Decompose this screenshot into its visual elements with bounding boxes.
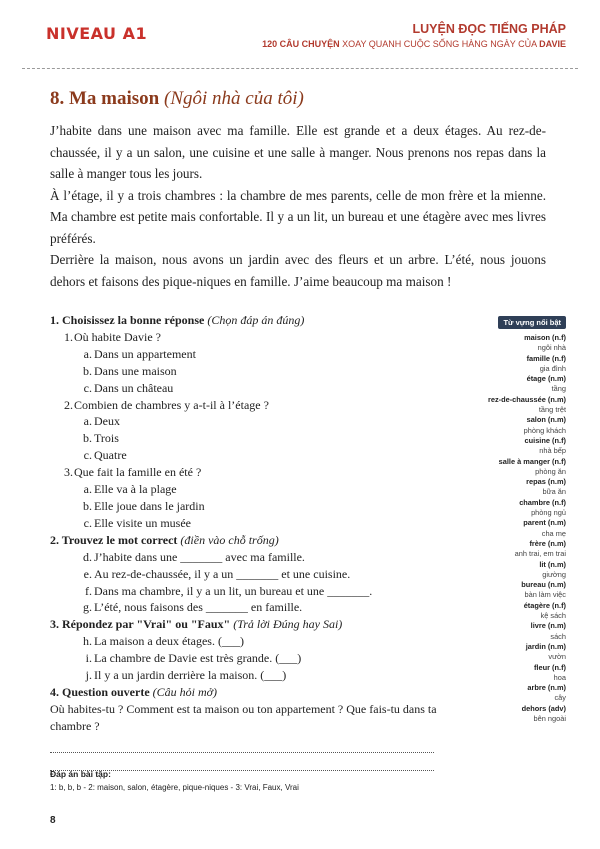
item-letter: h. [83,634,92,649]
answer-option [50,481,462,498]
fill-blank-item [50,549,462,566]
vocab-meaning: vườn [548,652,566,662]
level-label: NIVEAU A1 [46,24,148,43]
vocab-word: bureau (n.m) [521,580,566,590]
option-text: Dans un appartement [94,346,196,361]
answer-line [50,739,434,753]
item-text: Au rez-de-chaussée, il y a un _______ et une cuisine. [94,566,351,581]
vocab-word: frère (n.m) [529,538,566,548]
vocab-word: étagère (n.f) [523,600,566,610]
item-text: La maison a deux étages. (___) [94,634,244,649]
answer-option [50,346,462,363]
option-text: Elle va à la plage [94,482,177,497]
vocab-meaning: bên ngoài [533,713,566,723]
vocab-word: cuisine (n.f) [524,435,566,445]
answer-option [50,413,462,430]
vocab-word: fleur (n.f) [533,662,566,672]
true-false-item [50,650,462,667]
vocab-word: arbre (n.m) [527,683,566,693]
vocab-meaning: cha mẹ [541,528,566,538]
exercise-4-title: 4. Question ouverte [50,684,150,699]
answer-option [50,515,462,532]
question-text: Que fait la famille en été ? [74,465,202,480]
vocab-meaning: sách [550,631,566,641]
series-subtitle [262,39,566,49]
exercise-4-heading [50,684,462,701]
vocab-word: salon (n.m) [526,415,566,425]
exercise-2-hint: (điền vào chỗ trống) [180,532,279,547]
item-text: J’habite dans une _______ avec ma famille. [94,549,305,564]
answer-key [50,768,299,794]
option-text: Elle joue dans le jardin [94,498,205,513]
question [50,464,462,481]
option-letter: a. [83,482,92,497]
exercise-1-hint: (Chọn đáp án đúng) [207,313,305,327]
option-letter: b. [83,363,92,378]
option-text: Elle visite un musée [94,515,191,530]
question [50,397,462,414]
vocab-word: lit (n.m) [539,559,566,569]
item-text: La chambre de Davie est très grande. (___) [94,651,302,666]
vocab-meaning: cây [554,693,566,703]
item-text: Il y a un jardin derrière la maison. (___) [94,668,287,683]
header-divider [22,68,578,69]
item-letter: d. [83,549,92,564]
item-letter: e. [83,566,92,581]
vocab-meaning: gia đình [539,363,566,373]
exercise-3-hint: (Trả lời Đúng hay Sai) [233,617,343,632]
option-text: Dans une maison [94,363,177,378]
exercise-2-heading [50,532,462,549]
vocab-meaning: anh trai, em trai [514,549,566,559]
vocab-meaning: bàn làm việc [524,590,566,600]
answer-option [50,498,462,515]
option-letter: b. [83,498,92,513]
vocab-word: livre (n.m) [530,621,566,631]
exercise-1-heading [50,312,462,329]
exercises [50,312,462,771]
story-paragraph: À l’étage, il y a trois chambres : la chambre de mes parents, celle de mon frère et la mienne. Ma chambre est petite mais confortable. Il y a un lit, un bureau et une étagère avec mes livres préférés. [50,187,546,246]
option-letter: c. [83,515,92,530]
exercise-2-title: 2. Trouvez le mot correct [50,532,178,547]
vocab-word: maison (n.f) [524,333,566,342]
question-text: Combien de chambres y a-t-il à l’étage ? [74,397,269,412]
vocabulary-title: Từ vựng nổi bật [498,316,566,329]
answer-key-text: 1: b, b, b - 2: maison, salon, étagère, pique-niques - 3: Vrai, Faux, Vrai [50,783,299,792]
series-sub-part-c: DAVIE [539,39,566,49]
question-number: 3. [64,465,73,480]
exercise-3-heading [50,616,462,633]
option-text: Deux [94,414,120,429]
answer-option [50,363,462,380]
vocabulary-list [476,333,566,724]
vocab-meaning: hoa [553,672,566,682]
vocab-word: repas (n.m) [526,477,566,487]
exercise-3-title: 3. Répondez par "Vrai" ou "Faux" [50,617,231,632]
answer-option [50,447,462,464]
series-title: LUYỆN ĐỌC TIẾNG PHÁP [412,22,566,36]
question-number: 1. [64,329,73,344]
vocab-word: chambre (n.f) [519,497,566,507]
vocab-word: parent (n.m) [523,518,566,528]
vocab-word: rez-de-chaussée (n.m) [487,394,566,404]
true-false-item [50,667,462,684]
series-sub-part-b: XOAY QUANH CUỘC SỐNG HÀNG NGÀY CỦA [339,39,540,49]
vocab-meaning: phòng ăn [535,466,566,476]
question [50,329,462,346]
vocabulary-panel [476,312,566,724]
option-letter: b. [83,431,92,446]
option-letter: a. [83,346,92,361]
exercise-4-hint: (Câu hỏi mở) [152,684,218,699]
story-title [50,88,304,110]
option-letter: a. [83,414,92,429]
answer-option [50,380,462,397]
option-text: Trois [94,431,119,446]
fill-blank-item [50,583,462,600]
item-letter: f. [85,583,92,598]
question-text: Où habite Davie ? [74,329,161,344]
open-question-text: Où habites-tu ? Comment est ta maison ou ton appartement ? Que fais-tu dans ta chambre ? [50,701,437,733]
option-text: Quatre [94,448,127,463]
item-text: L’été, nous faisons des _______ en famille. [94,600,303,615]
answer-key-label: Đáp án bài tập: [50,769,111,779]
vocab-meaning: phòng ngủ [531,508,566,518]
vocab-word: étage (n.m) [526,374,566,384]
series-sub-part-a: 120 CÂU CHUYỆN [262,39,340,49]
item-letter: j. [85,668,92,683]
option-letter: c. [83,380,92,395]
page-header [0,0,600,64]
vocab-word: dehors (adv) [521,703,566,713]
story-paragraph: Derrière la maison, nous avons un jardin avec des fleurs et un arbre. L’été, nous jouons dehors et faisons des pique-niques en famille. J’aime beaucoup ma maison ! [50,252,546,289]
story-paragraph: J’habite dans une maison avec ma famille. Elle est grande et a deux étages. Au rez-de-chaussée, il y a un salon, une cuisine et une salle à manger. Nous prenons nos repas dans la salle à manger tous les jours. [50,123,546,181]
story-title-fr: 8. Ma maison [50,88,160,109]
exercise-1-title: 1. Choisissez la bonne réponse [50,313,205,327]
vocab-word: salle à manger (n.f) [498,456,566,466]
vocab-word: famille (n.f) [526,353,566,363]
vocab-meaning: tầng trệt [538,405,566,415]
answer-option [50,430,462,447]
story-text [50,120,546,292]
vocab-meaning: bữa ăn [542,487,566,497]
vocab-word: jardin (n.m) [525,641,566,651]
fill-blank-item [50,566,462,583]
option-text: Dans un château [94,380,174,395]
option-letter: c. [83,448,92,463]
vocab-meaning: phòng khách [523,425,566,435]
page-number: 8 [50,815,56,826]
item-letter: g. [83,600,92,615]
item-letter: i. [85,651,92,666]
vocab-meaning: ngôi nhà [537,343,566,353]
item-text: Dans ma chambre, il y a un lit, un bureau et une _______. [94,583,373,598]
vocab-meaning: tầng [551,384,566,394]
true-false-item [50,633,462,650]
question-number: 2. [64,397,73,412]
vocab-meaning: nhà bếp [539,446,566,456]
vocab-meaning: kệ sách [540,611,566,621]
story-title-vi: (Ngôi nhà của tôi) [164,88,304,109]
vocab-meaning: giường [542,569,566,579]
fill-blank-item [50,599,462,616]
